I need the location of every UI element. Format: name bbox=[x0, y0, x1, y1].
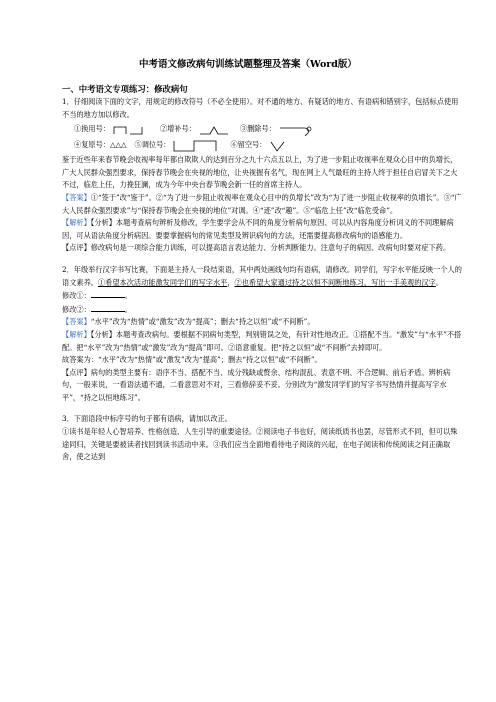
section-heading: 一、中考语文专项练习：修改病句 bbox=[62, 84, 188, 94]
comment-label: 【点评】 bbox=[62, 367, 91, 377]
space-mark-icon bbox=[268, 139, 288, 153]
fix-2-label: 修改②： bbox=[62, 304, 91, 314]
q2-stem: 2．年级举行汉字书写比赛，下面是主持人一段结束语，其中两处画线句均有语病，请修改。同学们，写字水平能反映一个人的语文素养。 bbox=[62, 264, 462, 287]
page-title: 中考语文修改病句训练试题整理及答案（Word版） bbox=[139, 59, 357, 70]
symbol-row-2 bbox=[74, 138, 462, 153]
q1-stem: 1．仔细阅读下面的文字，用规定的修改符号（不必全使用）。对不通的地方、有疑话的地方、有语病和错别字，包括标点使用不当的地方加以修改。 bbox=[62, 97, 459, 119]
fix-2-blank[interactable] bbox=[91, 303, 125, 312]
symbol-insert: ②增补号： bbox=[160, 123, 232, 137]
q2-underline-1: ①希望本次活动能激发同学们的写字水平 bbox=[97, 277, 228, 287]
q1-comment: 修改病句是一项综合能力训练，可以提高语言表达能力、分析判断能力。注意句子的病因、改病句时要对症下药。 bbox=[90, 243, 451, 253]
symbol-swap: ⑤调位号： bbox=[135, 139, 223, 153]
q3-passage: ①读书是年轻人心智培养、性格创造、人生引导的重要途径。②阅读电子书也好，阅读纸质书也罢，尽管形式不同，但可以殊途同归，关键是要被读者找回到读书活动中来。③我们应当全面地看待电子阅读的兴起，在电子阅读和传统阅读之间正确取舍，使之达到 bbox=[62, 427, 458, 462]
symbol-delete: ③删除号： bbox=[240, 123, 314, 137]
symbol-replace: ①换用号： bbox=[74, 123, 152, 137]
fix-1-label: 修改①： bbox=[62, 291, 91, 301]
q1-analysis: 【分析】本题考查病句辨析及修改，学生要学会从不同的角度分析病句原因、可以从内容角度分析词义的不同理解病因，可从语法角度分析病因。要要掌握病句的常见类型及辨识病句的方法，还需要提高修改病句的语感能力。 bbox=[62, 218, 454, 240]
q1-answer: ①“签于”改“鉴于”。②“为了进一步阻止收视率在观众心目中的负增长”改为“为了进一步阻止收视率的负增长”。③“广大人民群众强烈要求”与“保持春节晚会在央视的地位”对调。④“迹”改“趣”。⑤“临危上任”改“临危受命”。 bbox=[62, 192, 462, 215]
replace-mark-icon bbox=[112, 123, 152, 137]
symbol-row-1 bbox=[74, 122, 462, 137]
delete-mark-icon bbox=[278, 123, 314, 137]
q2-comment: 病句的类型主要有：语序不当、搭配不当、成分残缺或赘余、结构混乱、表意不明、不合逻辑、前后矛盾。辨析病句，一般来说，一看语法通不通，二看意思对不对，三看修辞妥不妥。分别改为“激发同学们的写字书写热情并提高写字水平”，“持之以恒地练习”。 bbox=[62, 367, 451, 402]
symbol-space: ⑥留空号： bbox=[230, 139, 288, 153]
q2-analysis: 【分析】本题考查改病句。要根据不同病句类型，判别错误之处，有针对性地改正。①搭配不当。“激发”与“水平”不搭配。把“水平”改为“热情”或“激发”改为“提高”即可。②语意重复。把“持之以恒”或“不间断”去掉即可。 bbox=[62, 329, 462, 352]
answer-label: 【答案】 bbox=[62, 317, 91, 327]
q2-underline-2: ②也希望大家通过持之以恒不间断地练习，写出一手美观的汉字 bbox=[234, 277, 436, 287]
document-body: 一、中考语文专项练习：修改病句 1．仔细阅读下面的文字，用规定的修改符号（不必全使用）。对不通的地方、有疑话的地方、有语病和错别字，包括标点使用不当的地方加以修改。 ①换用号： ②增补号： ③删除号： ④复原号：△△△ ⑤调位号： ⑥留空号： 鉴于近些年来春节晚会收视率每年都自欺欺人的达到百分之九十六点五以上，为了进一步阻止收视率在观众心目中的负增长，广大人民群众强烈要求，保持春节晚会在央视的地位，让央视握有名气，现在网上人气最旺的主持人终于担任自启冒关下之大不过，临危上任，力挽狂澜，成为今年中央台春节晚会新一任的首席主持人。 【答案】①“签于”改“鉴于”。②“为了进一步阻止收视率在观众心目中的负增长”改为“为了进一步阻止收视率的负增长”。③“广大人民群众强烈要求”与“保持春节晚会在央视的地位”对调。④“迹”改“趣”。⑤“临危上任”改“临危受命”。 【解析】【分析】本题考查病句辨析及修改，学生要学会从不同的角度分析病句原因、可以从内容角度分析词义的不同理解病因，可从语法角度分析病因。要要掌握病句的常见类型及辨识病句的方法，还需要提高修改病句的语感能力。 【点评】修改病句是一项综合能力训练，可以提高语言表达能力、分析判断能力。注意句子的病因、改病句时要对症下药。 2．年级举行汉字书写比赛，下面是主持人一段结束语，其中两处画线句均有语病，请修改。同学们，写字水平能反映一个人的语文素养。①希望本次活动能激发同学们的写字水平，②也希望大家通过持之以恒不间断地练习，写出一手美观的汉字。 修改①： 。 修改②： 。 【答案】“水平”改为“热情”或“激发”改为“提高”；删去“持之以恒”或“不间断”。 【解析】【分析】本题考查改病句。要根据不同病句类型，判别错误之处，有针对性地改正。①搭配不当。“激发”与“水平”不搭配。把“水平”改为“热情”或“激发”改为“提高”即可。②语意重复。把“持之以恒”或“不间断”去掉即可。 故答案为：“水平”改为“热情”或“激发”改为“提高”；删去“持之以恒”或“不间断”。 【点评】病句的类型主要有：语序不当、搭配不当、成分残缺或赘余、结构混乱、表意不明、不合逻辑、前后矛盾。辨析病句，一般来说，一看语法通不通，二看意思对不对，三看修辞妥不妥。分别改为“激发同学们的写字书写热情并提高写字水平”，“持之以恒地练习”。 3．下面语段中标序号的句子都有语病，请加以改正。 ①读书是年轻人心智培养、性格创造、人生引导的重要途径。②阅读电子书也好，阅读纸质书也罢，尽管形式不同，但可以殊途同归，关键是要被读者找回到读书活动中来。③我们应当全面地看待电子阅读的兴起，在电子阅读和传统阅读之间正确取舍，使之达到 bbox=[62, 83, 462, 464]
fix-1-blank[interactable] bbox=[91, 289, 125, 298]
q2-answer: “水平”改为“热情”或“激发”改为“提高”；删去“持之以恒”或“不间断”。 bbox=[90, 317, 315, 327]
swap-mark-icon bbox=[172, 139, 222, 153]
comment-label: 【点评】 bbox=[62, 243, 91, 253]
insert-mark-icon bbox=[198, 123, 232, 137]
answer-label: 【答案】 bbox=[62, 192, 91, 202]
q3-stem: 3．下面语段中标序号的句子都有语病，请加以改正。 bbox=[62, 414, 232, 424]
analysis-label: 【解析】 bbox=[62, 218, 91, 228]
analysis-label: 【解析】 bbox=[62, 329, 91, 339]
q1-passage: 鉴于近些年来春节晚会收视率每年都自欺欺人的达到百分之九十六点五以上，为了进一步阻止收视率在观众心目中的负增长，广大人民群众强烈要求，保持春节晚会在央视的地位，让央视握有名气，现在网上人气最旺的主持人终于担任自启冒关下之大不过，临危上任，力挽狂澜，成为今年中央台春节晚会新一任的首席主持人。 bbox=[62, 155, 458, 190]
q2-analysis-conclusion: 故答案为：“水平”改为“热情”或“激发”改为“提高”；删去“持之以恒”或“不间断”。 bbox=[62, 355, 322, 365]
symbol-restore: ④复原号：△△△ bbox=[74, 140, 127, 150]
